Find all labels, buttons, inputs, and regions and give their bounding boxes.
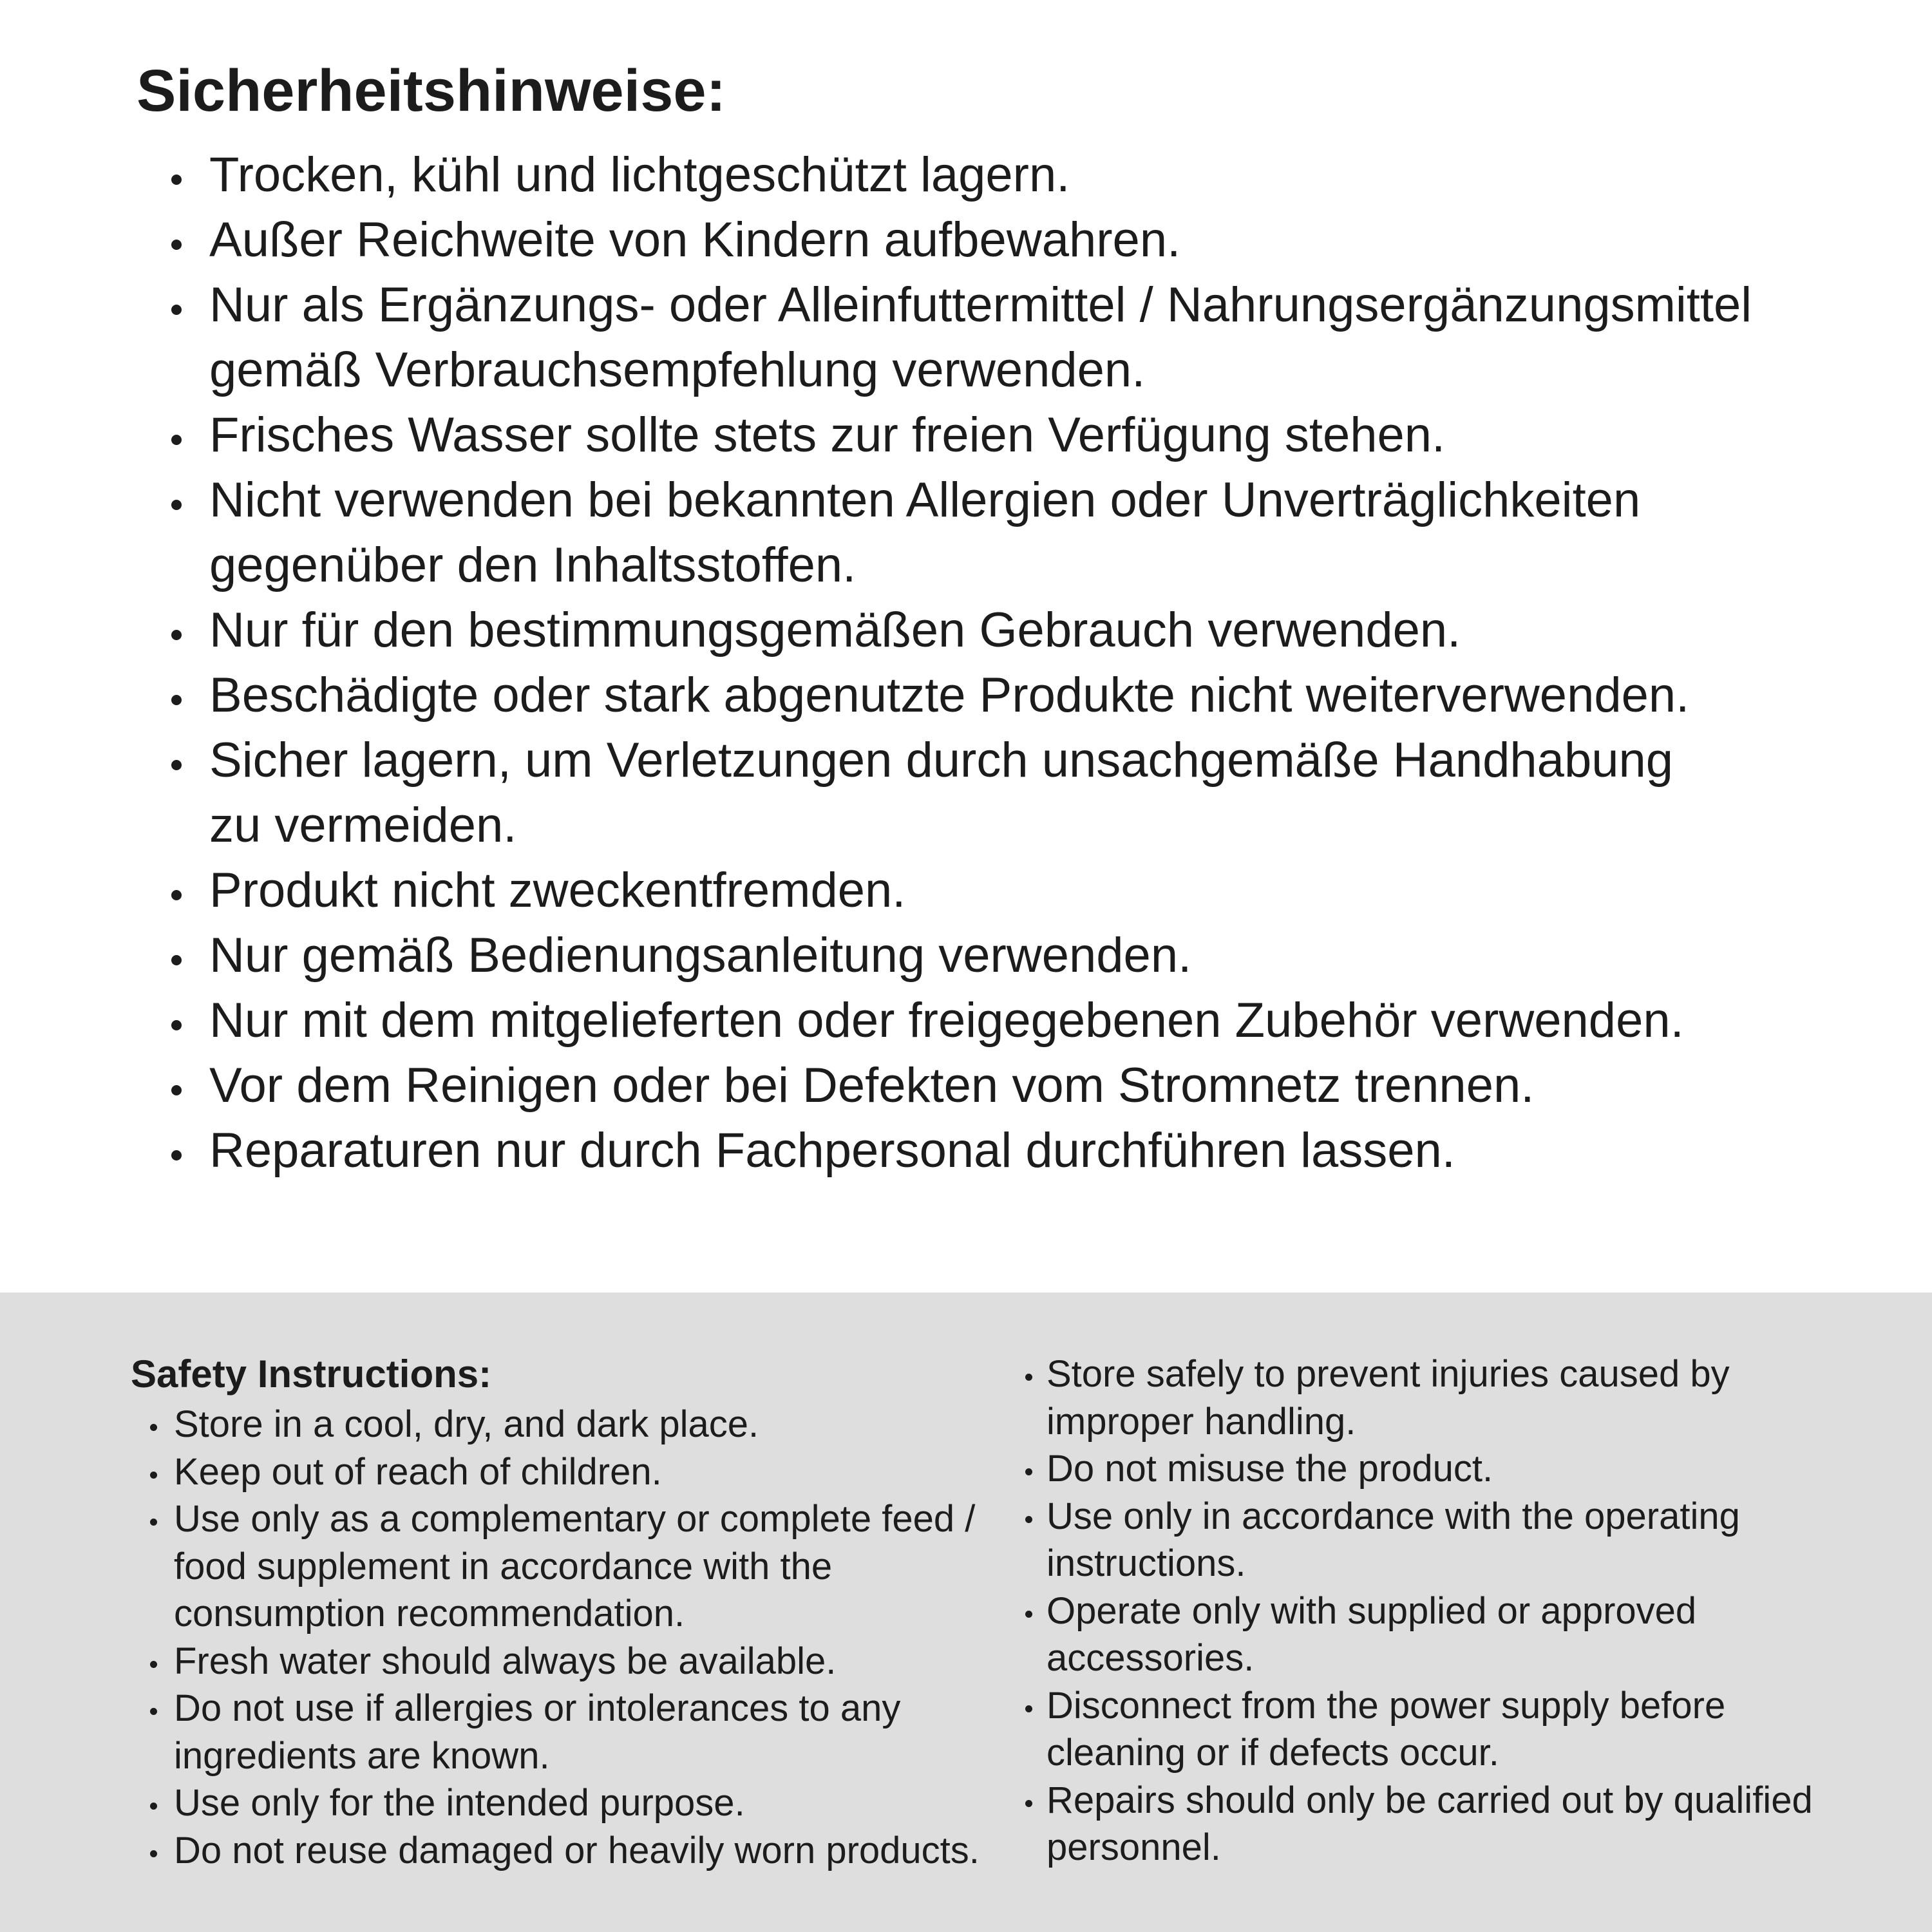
list-item-text: Nicht verwenden bei bekannten Allergien oder Unverträglichkeiten xyxy=(209,473,1641,527)
list-item-text: Vor dem Reinigen oder bei Defekten vom Stromnetz trennen. xyxy=(209,1058,1535,1113)
list-item-line xyxy=(150,1779,980,1827)
bullet-icon xyxy=(171,923,209,988)
list-item-text: Nur für den bestimmungsgemäßen Gebrauch verwenden. xyxy=(209,603,1461,658)
list-item-line xyxy=(1025,1587,1813,1635)
bullet-icon xyxy=(171,142,209,207)
list-item-line xyxy=(171,468,1752,533)
list-item xyxy=(171,468,1752,598)
bullet-dot-icon xyxy=(171,500,182,510)
list-item-line xyxy=(1025,1445,1813,1493)
bullet-icon xyxy=(171,663,209,728)
list-item-text: Reparaturen nur durch Fachpersonal durchführen lassen. xyxy=(209,1123,1455,1178)
bullet-icon xyxy=(1025,1445,1046,1493)
list-item-text: Do not misuse the product. xyxy=(1046,1448,1493,1490)
list-item-line xyxy=(171,988,1752,1053)
bullet-icon xyxy=(150,1448,174,1496)
list-item-line xyxy=(171,272,1752,337)
list-item xyxy=(1025,1493,1813,1587)
list-item-text: Beschädigte oder stark abgenutzte Produkte nicht weiterverwenden. xyxy=(209,668,1690,723)
list-item-continuation-line xyxy=(1025,1824,1813,1871)
german-bullet-list xyxy=(171,142,1752,1183)
list-item-text: Repairs should only be carried out by qualified xyxy=(1046,1779,1813,1821)
english-bullet-list-right xyxy=(1025,1350,1813,1871)
list-item-text: Use only as a complementary or complete feed / xyxy=(174,1498,976,1540)
bullet-dot-icon xyxy=(1025,1705,1032,1712)
list-item-line xyxy=(171,858,1752,923)
list-item-text: accessories. xyxy=(1046,1637,1255,1679)
english-section-title: Safety Instructions: xyxy=(131,1352,492,1396)
list-item-text: Außer Reichweite von Kindern aufbewahren. xyxy=(209,213,1181,267)
bullet-icon xyxy=(171,402,209,468)
bullet-dot-icon xyxy=(1025,1800,1032,1807)
list-item xyxy=(171,402,1752,468)
list-item-continuation-line xyxy=(150,1590,980,1638)
list-item xyxy=(1025,1682,1813,1777)
list-item-continuation-line xyxy=(171,793,1752,858)
list-item xyxy=(150,1779,980,1827)
english-bullet-list-left xyxy=(150,1401,980,1874)
bullet-dot-icon xyxy=(171,175,182,185)
list-item-continuation-line xyxy=(1025,1634,1813,1682)
bullet-spacer xyxy=(171,793,209,858)
german-section-title: Sicherheitshinweise: xyxy=(137,58,726,124)
list-item-line xyxy=(171,142,1752,207)
list-item-line xyxy=(150,1638,980,1685)
list-item-text: Fresh water should always be available. xyxy=(174,1640,837,1682)
bullet-dot-icon xyxy=(1025,1516,1032,1523)
bullet-spacer xyxy=(1025,1540,1046,1587)
bullet-dot-icon xyxy=(171,695,182,705)
bullet-icon xyxy=(1025,1587,1046,1635)
bullet-icon xyxy=(150,1638,174,1685)
bullet-spacer xyxy=(1025,1398,1046,1446)
bullet-icon xyxy=(1025,1350,1046,1398)
list-item xyxy=(171,663,1752,728)
bullet-spacer xyxy=(171,337,209,402)
bullet-spacer xyxy=(1025,1634,1046,1682)
list-item xyxy=(150,1401,980,1448)
list-item-line xyxy=(150,1685,980,1732)
bullet-icon xyxy=(171,272,209,337)
list-item-line xyxy=(150,1401,980,1448)
list-item xyxy=(1025,1777,1813,1871)
list-item-text: Do not use if allergies or intolerances to any xyxy=(174,1687,901,1729)
bullet-spacer xyxy=(150,1543,174,1591)
bullet-spacer xyxy=(1025,1824,1046,1871)
bullet-dot-icon xyxy=(171,760,182,770)
list-item-text: instructions. xyxy=(1046,1542,1246,1584)
bullet-dot-icon xyxy=(171,1085,182,1095)
bullet-dot-icon xyxy=(150,1424,157,1431)
list-item-line xyxy=(171,207,1752,272)
list-item-continuation-line xyxy=(150,1732,980,1780)
list-item xyxy=(1025,1445,1813,1493)
list-item-text: gegenüber den Inhaltsstoffen. xyxy=(209,538,857,592)
list-item-text: Produkt nicht zweckentfremden. xyxy=(209,863,906,918)
list-item xyxy=(150,1495,980,1638)
list-item-continuation-line xyxy=(1025,1398,1813,1446)
list-item-text: Nur mit dem mitgelieferten oder freigegebenen Zubehör verwenden. xyxy=(209,993,1684,1048)
list-item-continuation-line xyxy=(1025,1729,1813,1777)
bullet-dot-icon xyxy=(171,435,182,445)
list-item xyxy=(171,728,1752,858)
list-item-text: improper handling. xyxy=(1046,1400,1356,1443)
list-item xyxy=(171,207,1752,272)
list-item-text: Frisches Wasser sollte stets zur freien Verfügung stehen. xyxy=(209,408,1446,462)
list-item xyxy=(150,1638,980,1685)
bullet-dot-icon xyxy=(150,1661,157,1668)
bullet-icon xyxy=(171,988,209,1053)
bullet-spacer xyxy=(1025,1729,1046,1777)
list-item-text: Sicher lagern, um Verletzungen durch unsachgemäße Handhabung xyxy=(209,733,1674,788)
list-item-line xyxy=(171,728,1752,793)
list-item-text: ingredients are known. xyxy=(174,1734,550,1777)
bullet-spacer xyxy=(171,533,209,598)
list-item-text: Disconnect from the power supply before xyxy=(1046,1684,1726,1727)
bullet-dot-icon xyxy=(150,1519,157,1526)
bullet-dot-icon xyxy=(150,1850,157,1857)
list-item-text: gemäß Verbrauchsempfehlung verwenden. xyxy=(209,343,1146,397)
list-item xyxy=(150,1448,980,1496)
list-item-text: Use only for the intended purpose. xyxy=(174,1782,745,1824)
list-item xyxy=(171,142,1752,207)
list-item-line xyxy=(171,923,1752,988)
bullet-dot-icon xyxy=(150,1803,157,1810)
bullet-dot-icon xyxy=(1025,1374,1032,1381)
list-item-text: consumption recommendation. xyxy=(174,1593,685,1634)
bullet-dot-icon xyxy=(171,890,182,900)
bullet-dot-icon xyxy=(171,305,182,315)
bullet-dot-icon xyxy=(171,1150,182,1160)
list-item-line xyxy=(150,1827,980,1875)
bullet-icon xyxy=(1025,1777,1046,1824)
bullet-spacer xyxy=(150,1732,174,1780)
list-item-text: Store in a cool, dry, and dark place. xyxy=(174,1403,759,1445)
list-item-line xyxy=(1025,1777,1813,1824)
list-item xyxy=(171,858,1752,923)
bullet-icon xyxy=(150,1827,174,1875)
bullet-icon xyxy=(150,1495,174,1543)
list-item-text: Do not reuse damaged or heavily worn products. xyxy=(174,1829,980,1871)
list-item xyxy=(150,1827,980,1875)
list-item xyxy=(150,1685,980,1779)
list-item-continuation-line xyxy=(150,1543,980,1591)
list-item-continuation-line xyxy=(171,533,1752,598)
list-item-line xyxy=(150,1495,980,1543)
bullet-dot-icon xyxy=(171,630,182,640)
bullet-icon xyxy=(171,1118,209,1183)
bullet-icon xyxy=(171,858,209,923)
list-item-text: Keep out of reach of children. xyxy=(174,1450,662,1493)
list-item-line xyxy=(1025,1493,1813,1540)
list-item-text: Nur als Ergänzungs- oder Alleinfuttermittel / Nahrungsergänzungsmittel xyxy=(209,278,1752,332)
list-item-line xyxy=(171,402,1752,468)
bullet-icon xyxy=(150,1401,174,1448)
list-item xyxy=(171,1118,1752,1183)
list-item xyxy=(171,988,1752,1053)
bullet-icon xyxy=(171,207,209,272)
list-item-line xyxy=(171,598,1752,663)
list-item-line xyxy=(171,1053,1752,1118)
list-item-text: personnel. xyxy=(1046,1826,1221,1868)
bullet-dot-icon xyxy=(1025,1611,1032,1618)
bullet-dot-icon xyxy=(150,1708,157,1715)
bullet-dot-icon xyxy=(171,955,182,965)
list-item xyxy=(171,1053,1752,1118)
list-item xyxy=(1025,1350,1813,1445)
list-item-continuation-line xyxy=(171,337,1752,402)
list-item xyxy=(171,598,1752,663)
list-item-text: food supplement in accordance with the xyxy=(174,1545,833,1587)
list-item-text: zu vermeiden. xyxy=(209,798,517,853)
list-item-text: Operate only with supplied or approved xyxy=(1046,1589,1697,1632)
bullet-dot-icon xyxy=(150,1472,157,1479)
list-item-line xyxy=(150,1448,980,1496)
list-item-continuation-line xyxy=(1025,1540,1813,1587)
bullet-icon xyxy=(171,728,209,793)
bullet-icon xyxy=(150,1685,174,1732)
list-item-line xyxy=(1025,1682,1813,1730)
list-item-text: Use only in accordance with the operating xyxy=(1046,1495,1740,1537)
list-item-text: Trocken, kühl und lichtgeschützt lagern. xyxy=(209,147,1070,202)
list-item-line xyxy=(171,663,1752,728)
list-item-text: Store safely to prevent injuries caused by xyxy=(1046,1353,1730,1395)
bullet-dot-icon xyxy=(1025,1468,1032,1475)
bullet-spacer xyxy=(150,1590,174,1638)
bullet-icon xyxy=(1025,1682,1046,1730)
bullet-icon xyxy=(1025,1493,1046,1540)
bullet-icon xyxy=(171,468,209,533)
bullet-icon xyxy=(171,1053,209,1118)
list-item-text: cleaning or if defects occur. xyxy=(1046,1732,1499,1774)
list-item xyxy=(1025,1587,1813,1682)
list-item-line xyxy=(1025,1350,1813,1398)
bullet-icon xyxy=(171,598,209,663)
list-item-line xyxy=(171,1118,1752,1183)
list-item xyxy=(171,272,1752,402)
bullet-icon xyxy=(150,1779,174,1827)
bullet-dot-icon xyxy=(171,240,182,250)
list-item-text: Nur gemäß Bedienungsanleitung verwenden. xyxy=(209,928,1192,983)
bullet-dot-icon xyxy=(171,1020,182,1030)
list-item xyxy=(171,923,1752,988)
